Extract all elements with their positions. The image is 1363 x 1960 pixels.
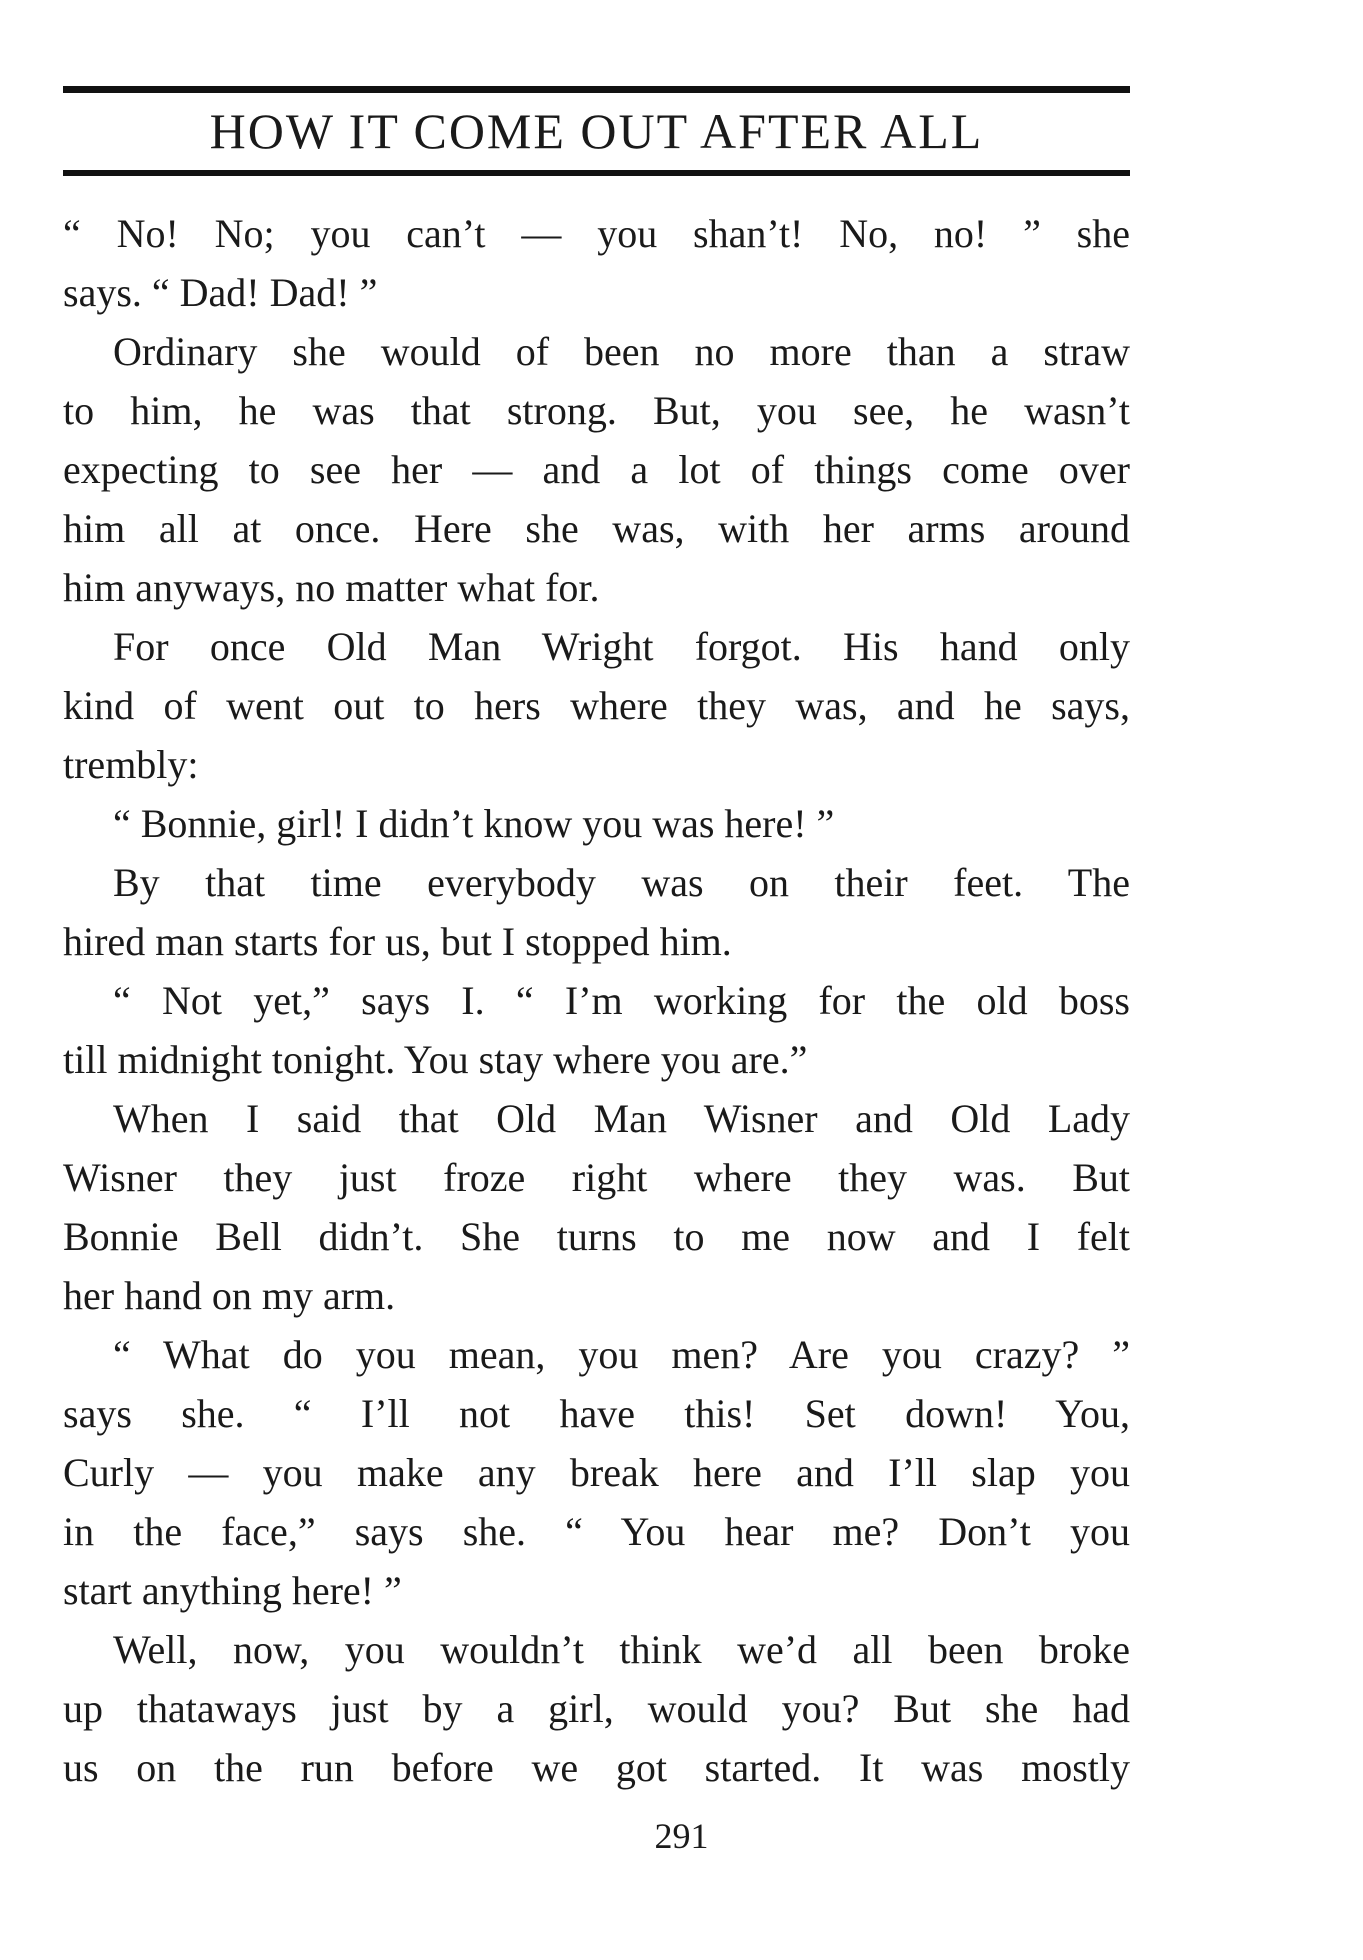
text-line: Wisner they just froze right where they was. But (63, 1155, 1130, 1200)
paragraph-start-line: “ Bonnie, girl! I didn’t know you was here! ” (113, 801, 835, 846)
text-line: says. “ Dad! Dad! ” (63, 270, 378, 315)
text-line: hired man starts for us, but I stopped him. (63, 919, 732, 964)
text-line: up thataways just by a girl, would you? But she had (63, 1686, 1130, 1731)
text-line: Curly — you make any break here and I’ll slap you (63, 1450, 1130, 1495)
text-line: him anyways, no matter what for. (63, 565, 600, 610)
text-line: says she. “ I’ll not have this! Set down! You, (63, 1391, 1130, 1436)
text-line: to him, he was that strong. But, you see, he wasn’t (63, 388, 1130, 433)
text-line: kind of went out to hers where they was, and he says, (63, 683, 1130, 728)
text-line: “ No! No; you can’t — you shan’t! No, no! ” she (63, 211, 1130, 256)
text-line: Bonnie Bell didn’t. She turns to me now and I felt (63, 1214, 1130, 1259)
running-head: HOW IT COME OUT AFTER ALL (209, 103, 984, 159)
header-rule-bottom (63, 170, 1130, 176)
page-number: 291 (654, 1816, 709, 1856)
text-line: start anything here! ” (63, 1568, 402, 1613)
text-line: expecting to see her — and a lot of things come over (63, 447, 1130, 492)
paragraph-start-line: By that time everybody was on their feet. The (113, 860, 1130, 905)
paragraph-start-line: Well, now, you wouldn’t think we’d all been broke (113, 1627, 1130, 1672)
text-line: trembly: (63, 742, 199, 787)
paragraph-start-line: “ What do you mean, you men? Are you crazy? ” (113, 1332, 1130, 1377)
text-line: in the face,” says she. “ You hear me? Don’t you (63, 1509, 1130, 1554)
paragraph-start-line: Ordinary she would of been no more than a straw (113, 329, 1130, 374)
text-line: till midnight tonight. You stay where you are.” (63, 1037, 808, 1082)
text-line: him all at once. Here she was, with her arms around (63, 506, 1130, 551)
paragraph-start-line: For once Old Man Wright forgot. His hand only (113, 624, 1130, 669)
header-rule-top (63, 86, 1130, 93)
paragraph-start-line: “ Not yet,” says I. “ I’m working for the old boss (113, 978, 1130, 1023)
body-text (63, 204, 1130, 1797)
text-line: us on the run before we got started. It was mostly (63, 1745, 1130, 1790)
paragraph-start-line: When I said that Old Man Wisner and Old Lady (113, 1096, 1130, 1141)
text-line: her hand on my arm. (63, 1273, 396, 1318)
